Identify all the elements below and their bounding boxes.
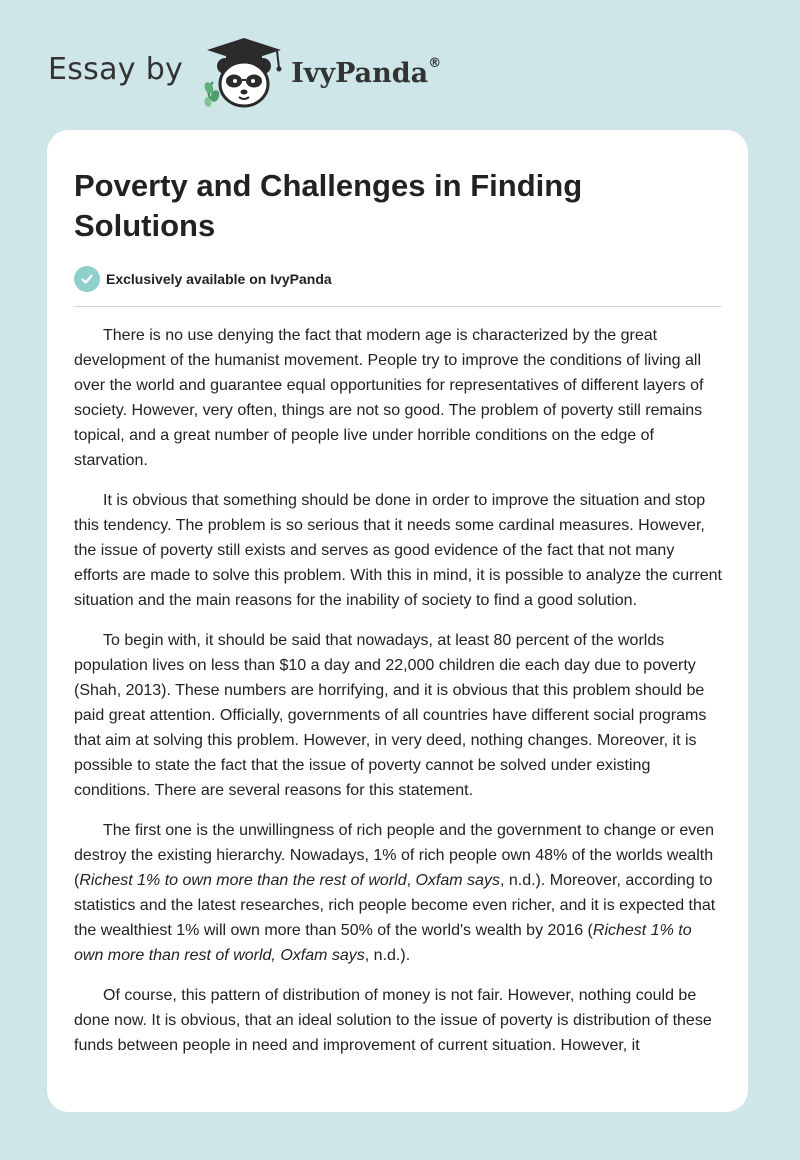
essay-by-label: Essay by	[48, 51, 184, 87]
essay-paragraph	[74, 628, 722, 803]
italic-citation: Richest 1% to own more than rest of world, Oxfam says	[74, 922, 692, 964]
essay-title: Poverty and Challenges in Finding Solutions	[74, 168, 583, 243]
paragraph-text: ,	[406, 872, 416, 889]
brand-text: IvyPanda	[291, 57, 429, 89]
paragraph-text: To begin with, it should be said that nowadays, at least 80 percent of the worlds population lives on less than $10 a day and 22,000 children die each day due to poverty (Shah, 2013). These numbers are horrifying, and it is obvious that this problem should be paid great attention. Officially, governments of all countries have different social programs that aim at solving this problem. However, in very deed, nothing changes. Moreover, it is possible to state the fact that the issue of poverty cannot be solved under existing conditions. There are several reasons for this statement.	[74, 632, 707, 799]
paragraph-text: There is no use denying the fact that modern age is characterized by the great development of the humanist movement. People try to improve the conditions of living all over the world and guarantee equal opportunities for representatives of different layers of society. However, very often, things are not so good. The problem of poverty still remains topical, and a great number of people live under horrible conditions on the edge of starvation.	[74, 327, 704, 469]
italic-citation: Oxfam says	[415, 872, 500, 889]
paragraph-text: The first one is the unwillingness of rich people and the government to change or even destroy the existing hierarchy. Nowadays, 1% of rich people own 48% of the worlds wealth (	[74, 822, 715, 889]
paragraph-text: Of course, this pattern of distribution of money is not fair. However, nothing could be done now. It is obvious, that an ideal solution to the issue of poverty is distribution of these funds between people in need and improvement of current situation. However, it	[74, 987, 712, 1054]
paragraph-text: , n.d.). Moreover, according to statistics and the latest researches, rich people become even richer, and it is expected that the wealthiest 1% will own more than 50% of the world's wealth by 2016 (	[74, 872, 716, 939]
essay-paragraph	[74, 488, 722, 613]
panda-graduate-icon[interactable]	[199, 34, 289, 110]
essay-paragraph	[74, 983, 722, 1058]
italic-citation: Richest 1% to own more than the rest of world	[79, 872, 407, 889]
site-header	[48, 34, 441, 110]
registered-mark: ®	[428, 55, 442, 71]
paragraph-text: , n.d.).	[364, 947, 411, 964]
exclusive-label: Exclusively available on IvyPanda	[106, 271, 332, 287]
essay-paragraph	[74, 323, 722, 473]
check-circle-icon	[74, 266, 100, 292]
essay-paragraph	[74, 818, 722, 968]
exclusive-badge	[74, 266, 722, 307]
essay-body	[74, 323, 722, 1058]
essay-card	[47, 130, 748, 1112]
brand-name[interactable]	[291, 55, 442, 89]
paragraph-text: It is obvious that something should be done in order to improve the situation and stop this tendency. The problem is so serious that it needs some cardinal measures. However, the issue of poverty still exists and serves as good evidence of the fact that not many efforts are made to solve this problem. With this in mind, it is possible to analyze the current situation and the main reasons for the inability of society to find a good solution.	[74, 492, 722, 609]
